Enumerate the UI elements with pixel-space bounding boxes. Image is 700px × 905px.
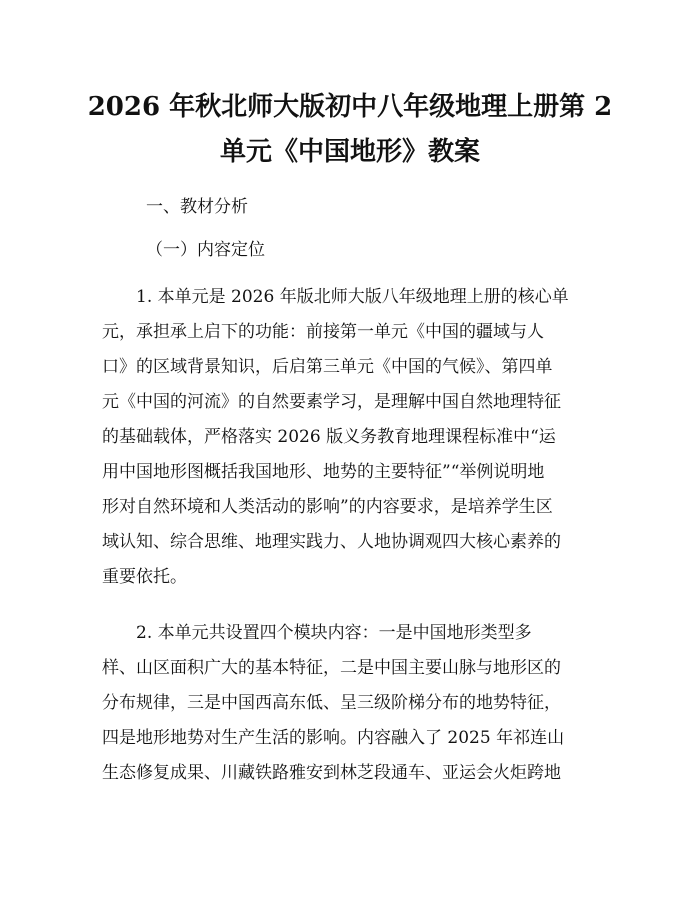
paragraph-line: 口》的区域背景知识，后启第三单元《中国的气候》、第四单 — [102, 357, 553, 377]
paragraph-1 — [102, 280, 600, 595]
paragraph-line: 的基础载体，严格落实 2026 版义务教育地理课程标准中“运 — [102, 427, 556, 447]
paragraph-line: 元《中国的河流》的自然要素学习，是理解中国自然地理特征 — [102, 392, 561, 412]
section-heading: 一、教材分析 — [146, 197, 248, 217]
paragraph-line: 生态修复成果、川藏铁路雅安到林芝段通车、亚运会火炬跨地 — [102, 763, 561, 783]
paragraph-2 — [102, 616, 600, 791]
title-line: 2026 年秋北师大版初中八年级地理上册第 2 — [87, 92, 613, 122]
paragraph-line: 形对自然环境和人类活动的影响”的内容要求，是培养学生区 — [102, 497, 553, 517]
paragraph-line: 样、山区面积广大的基本特征，二是中国主要山脉与地形区的 — [102, 658, 561, 678]
paragraph-line: 1. 本单元是 2026 年版北师大版八年级地理上册的核心单 — [136, 287, 569, 307]
paragraph-line: 四是地形地势对生产生活的影响。内容融入了 2025 年祁连山 — [102, 728, 565, 748]
paragraph-line: 域认知、综合思维、地理实践力、人地协调观四大核心素养的 — [102, 532, 561, 552]
paragraph-line: 重要依托。 — [102, 567, 187, 587]
subsection-heading: （一）内容定位 — [146, 240, 265, 260]
paragraph-line: 元，承担承上启下的功能：前接第一单元《中国的疆域与人 — [102, 322, 544, 342]
paragraph-line: 2. 本单元共设置四个模块内容：一是中国地形类型多 — [136, 623, 532, 643]
title-line: 单元《中国地形》教案 — [219, 137, 480, 167]
paragraph-line: 用中国地形图概括我国地形、地势的主要特征”“举例说明地 — [102, 462, 545, 482]
paragraph-line: 分布规律，三是中国西高东低、呈三级阶梯分布的地势特征， — [102, 693, 561, 713]
